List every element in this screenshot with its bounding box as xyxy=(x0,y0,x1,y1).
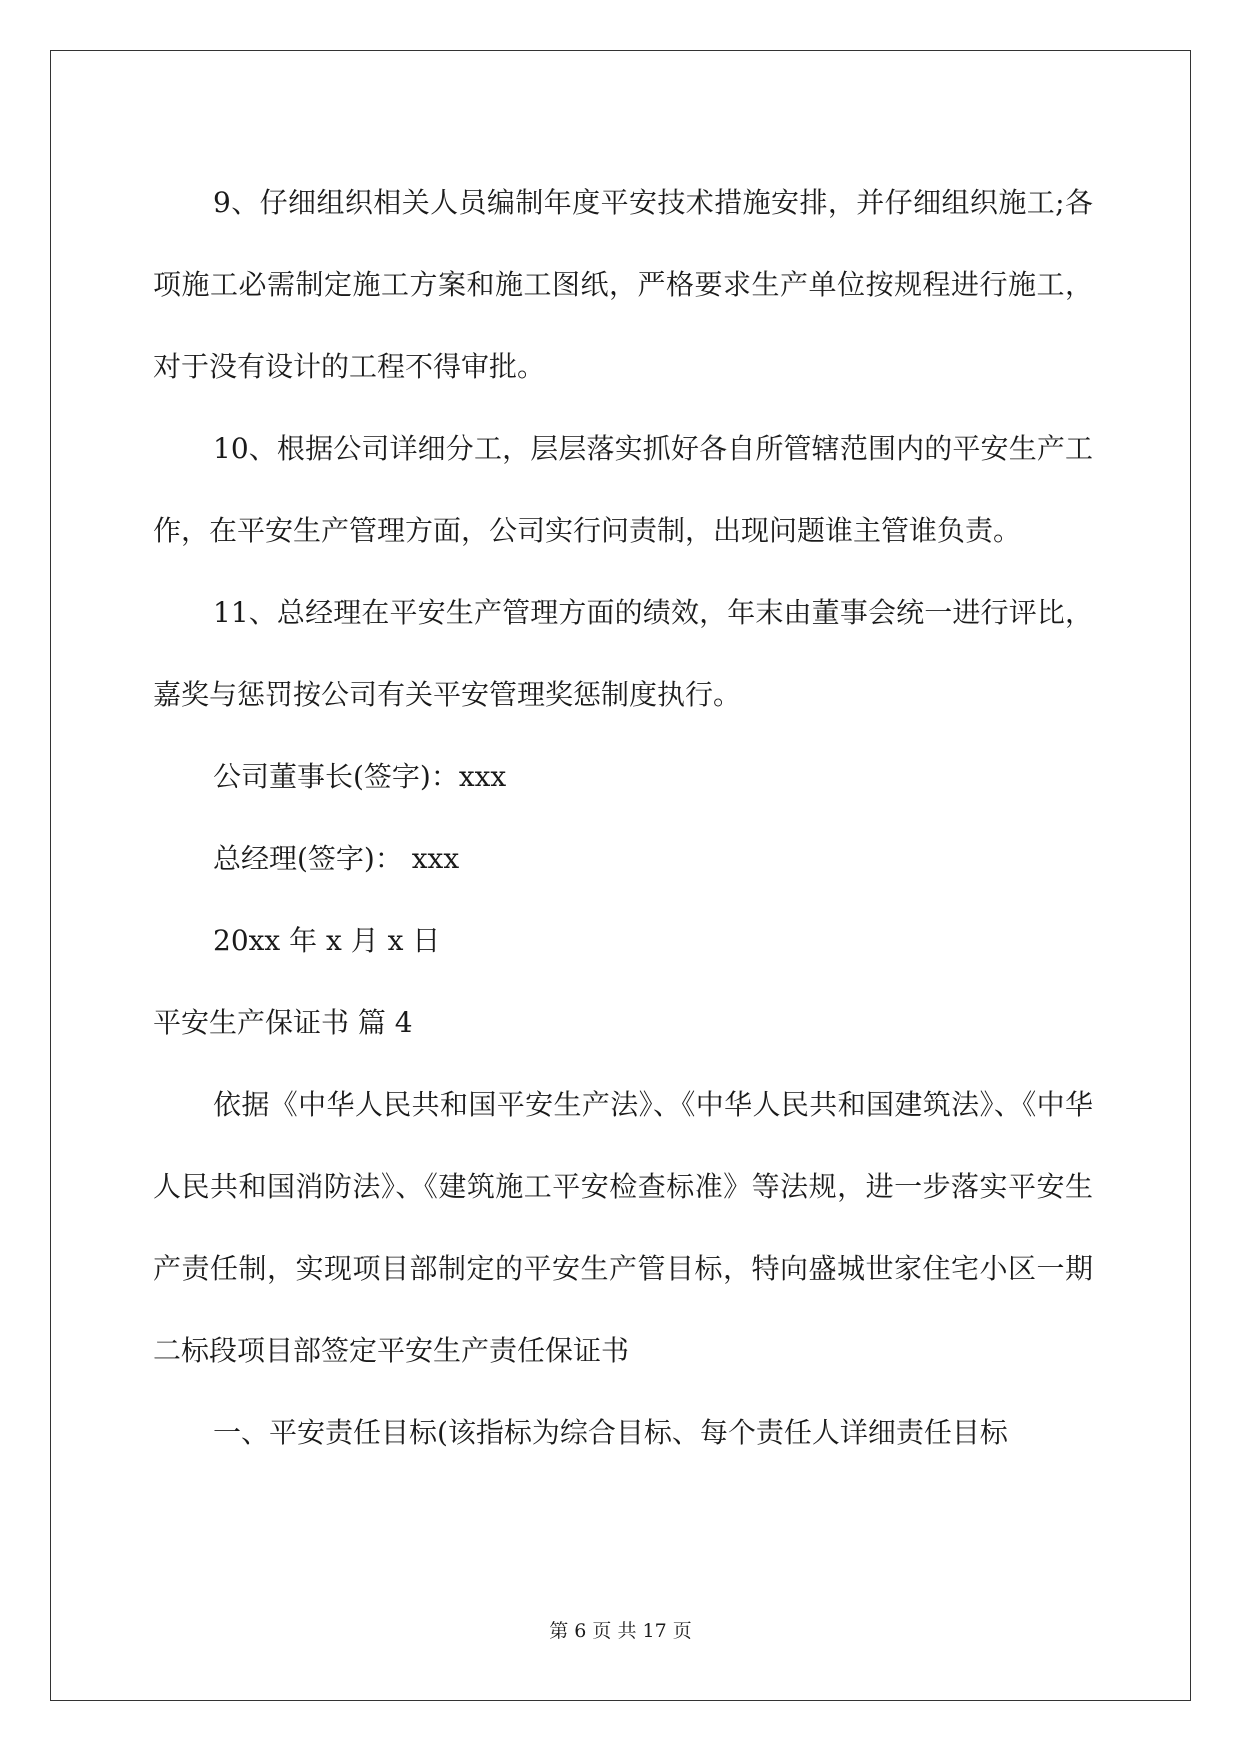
chairman-signature: 公司董事长(签字)：xxx xyxy=(213,760,507,793)
safety-target-heading: 一、平安责任目标(该指标为综合目标、每个责任人详细责任目标 xyxy=(213,1416,1008,1449)
page-number-footer: 第 6 页 共 17 页 xyxy=(549,1620,692,1642)
general-manager-signature: 总经理(签字)： xxx xyxy=(213,842,460,875)
paragraph-item-10: 10、根据公司详细分工，层层落实抓好各自所管辖范围内的平安生产工作，在平安生产管理方面，公司实行问责制，出现问题谁主管谁负责。 xyxy=(153,432,1093,547)
section-title: 平安生产保证书 篇 4 xyxy=(153,1006,413,1039)
paragraph-item-11: 11、总经理在平安生产管理方面的绩效，年末由董事会统一进行评比，嘉奖与惩罚按公司有关平安管理奖惩制度执行。 xyxy=(153,596,1093,711)
document-body xyxy=(153,162,1093,1474)
section-intro-paragraph: 依据《中华人民共和国平安生产法》、《中华人民共和国建筑法》、《中华人民共和国消防法》、《建筑施工平安检查标准》等法规，进一步落实平安生产责任制，实现项目部制定的平安生产管目标，特向盛城世家住宅小区一期二标段项目部签定平安生产责任保证书 xyxy=(153,1088,1093,1367)
signature-date: 20xx 年 x 月 x 日 xyxy=(213,924,441,957)
paragraph-item-9: 9、仔细组织相关人员编制年度平安技术措施安排，并仔细组织施工;各项施工必需制定施工方案和施工图纸，严格要求生产单位按规程进行施工，对于没有设计的工程不得审批。 xyxy=(153,186,1093,383)
